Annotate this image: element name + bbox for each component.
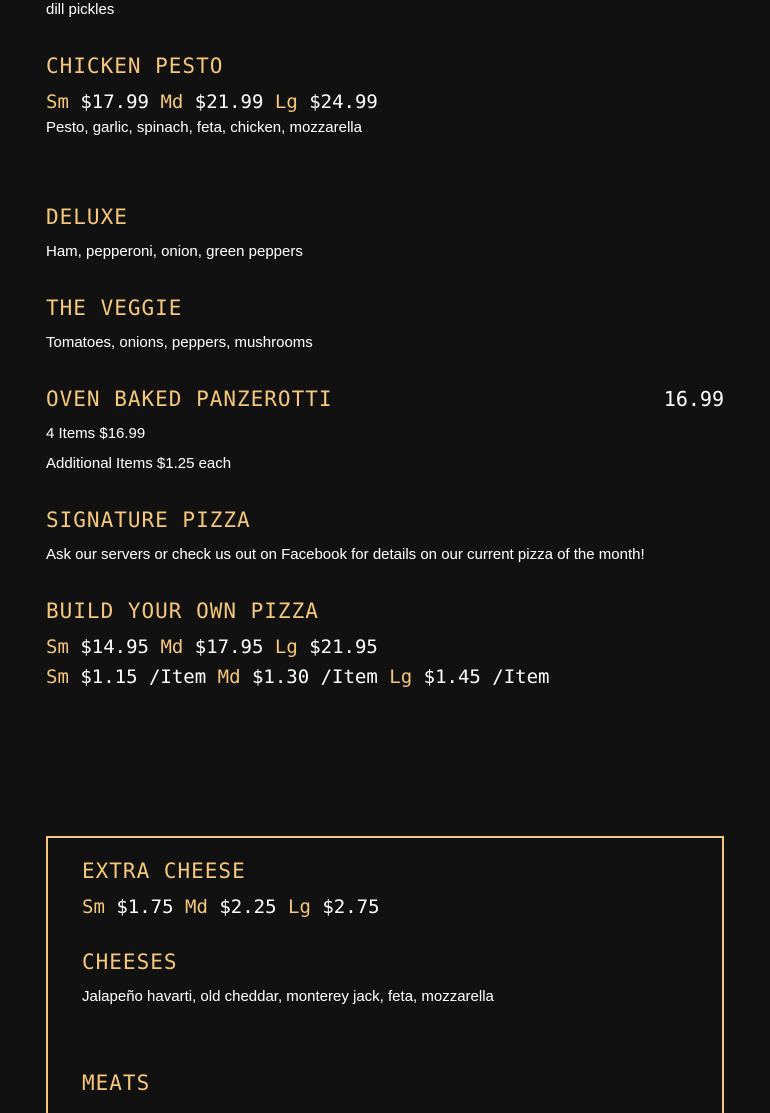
price-value: $21.95 bbox=[309, 636, 378, 658]
item-price: 16.99 bbox=[663, 387, 724, 411]
size-label: Lg bbox=[389, 666, 413, 688]
price-value: $1.75 bbox=[116, 896, 174, 918]
size-label: Lg bbox=[288, 896, 311, 918]
item-title: DELUXE bbox=[46, 205, 128, 229]
item-description: Jalapeño havarti, old cheddar, monterey jack, feta, mozzarella bbox=[82, 988, 494, 1005]
size-label: Md bbox=[160, 636, 184, 658]
item-title: EXTRA CHEESE bbox=[82, 859, 246, 883]
menu-item-meats bbox=[82, 1070, 150, 1096]
size-label: Md bbox=[185, 896, 208, 918]
price-value: $17.95 bbox=[194, 636, 264, 658]
item-description: Ask our servers or check us out on Facebook for details on our current pizza of the month! bbox=[46, 546, 645, 563]
size-label: Sm bbox=[46, 666, 69, 688]
price-value: $24.99 bbox=[309, 91, 378, 113]
previous-item-description: dill pickles bbox=[46, 1, 115, 18]
menu-item-veggie bbox=[46, 295, 313, 353]
menu-item-panzerotti bbox=[46, 386, 724, 474]
price-value: $2.25 bbox=[219, 896, 277, 918]
price-value: $2.75 bbox=[322, 896, 380, 918]
item-description-line: Additional Items $1.25 each bbox=[46, 455, 232, 472]
menu-item-signature-pizza bbox=[46, 507, 645, 565]
item-title: SIGNATURE PIZZA bbox=[46, 508, 251, 532]
item-title: THE VEGGIE bbox=[46, 296, 183, 320]
price-value: $17.99 bbox=[80, 91, 149, 113]
menu-item-chicken-pesto bbox=[46, 53, 378, 138]
item-price-row bbox=[46, 665, 549, 689]
menu-item-deluxe bbox=[46, 204, 303, 262]
item-description-line: 4 Items $16.99 bbox=[46, 425, 146, 442]
item-title: OVEN BAKED PANZEROTTI bbox=[46, 387, 333, 411]
price-value: $1.30 /Item bbox=[251, 666, 378, 688]
price-value: $21.99 bbox=[194, 91, 264, 113]
item-title: CHEESES bbox=[82, 950, 178, 974]
item-description: Tomatoes, onions, peppers, mushrooms bbox=[46, 334, 313, 351]
size-label: Md bbox=[217, 666, 241, 688]
item-description: Pesto, garlic, spinach, feta, chicken, mozzarella bbox=[46, 119, 362, 136]
size-label: Lg bbox=[274, 636, 298, 658]
price-value: $1.15 /Item bbox=[80, 666, 207, 688]
item-title: MEATS bbox=[82, 1071, 151, 1095]
item-description: Ham, pepperoni, onion, green peppers bbox=[46, 243, 303, 260]
menu-item-extra-cheese bbox=[82, 858, 380, 919]
price-row bbox=[46, 635, 549, 659]
size-label: Lg bbox=[274, 91, 298, 113]
size-label: Sm bbox=[82, 896, 105, 918]
menu-item-cheeses bbox=[82, 949, 494, 1007]
price-value: $1.45 /Item bbox=[423, 666, 550, 688]
item-title: CHICKEN PESTO bbox=[46, 54, 224, 78]
toppings-box bbox=[46, 836, 724, 1113]
price-value: $14.95 bbox=[80, 636, 149, 658]
price-row bbox=[46, 90, 378, 114]
menu-item-build-your-own bbox=[46, 598, 549, 689]
price-row bbox=[82, 895, 380, 919]
size-label: Sm bbox=[46, 91, 69, 113]
item-title: BUILD YOUR OWN PIZZA bbox=[46, 599, 319, 623]
size-label: Sm bbox=[46, 636, 69, 658]
size-label: Md bbox=[160, 91, 184, 113]
